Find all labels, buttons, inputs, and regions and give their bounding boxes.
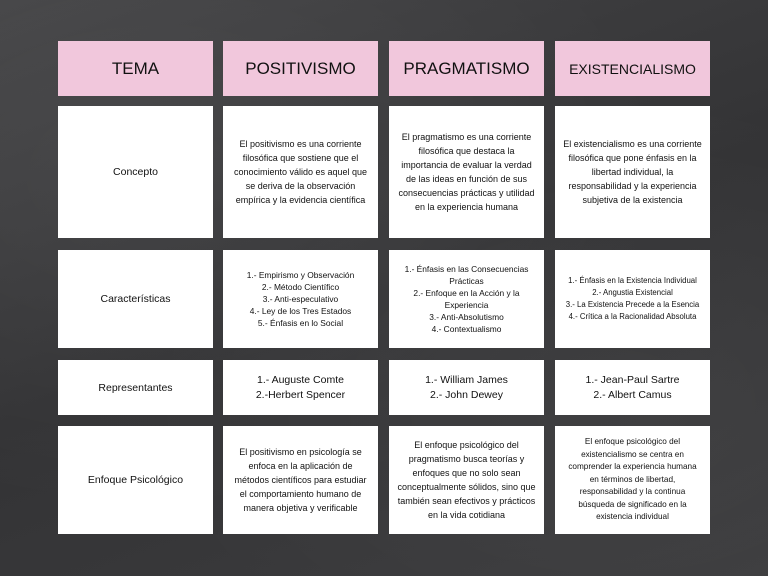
caracteristicas-pragmatismo: 1.- Énfasis en las Consecuencias Prácticas 2.- Enfoque en la Acción y la Experiencia 3.- Anti-Absolutismo 4.- Contextualismo	[389, 250, 544, 348]
enfoque-positivismo: El positivismo en psicología se enfoca en la aplicación de métodos científicos para estudiar el comportamiento humano de manera objetiva y verificable	[223, 426, 378, 534]
representantes-positivismo: 1.- Auguste Comte 2.-Herbert Spencer	[223, 360, 378, 415]
row-label-representantes: Representantes	[58, 360, 213, 415]
row-label-enfoque: Enfoque Psicológico	[58, 426, 213, 534]
concepto-pragmatismo: El pragmatismo es una corriente filosófica que destaca la importancia de evaluar la verdad de las ideas en función de sus consecuencias prácticas y utilidad en la experiencia humana	[389, 106, 544, 238]
concepto-existencialismo: El existencialismo es una corriente filosófica que pone énfasis en la libertad individual, la responsabilidad y la experiencia subjetiva de la existencia	[555, 106, 710, 238]
header-existencialismo: EXISTENCIALISMO	[555, 41, 710, 96]
representantes-existencialismo: 1.- Jean-Paul Sartre 2.- Albert Camus	[555, 360, 710, 415]
header-tema: TEMA	[58, 41, 213, 96]
representantes-pragmatismo: 1.- William James 2.- John Dewey	[389, 360, 544, 415]
enfoque-existencialismo: El enfoque psicológico del existencialismo se centra en comprender la experiencia humana en términos de libertad, responsabilidad y la continua búsqueda de significado en la existencia individual	[555, 426, 710, 534]
concepto-positivismo: El positivismo es una corriente filosófica que sostiene que el conocimiento válido es aquel que se deriva de la observación empírica y la evidencia científica	[223, 106, 378, 238]
header-pragmatismo: PRAGMATISMO	[389, 41, 544, 96]
caracteristicas-positivismo: 1.- Empirismo y Observación 2.- Método Científico 3.- Anti-especulativo 4.- Ley de los Tres Estados 5.- Énfasis en lo Social	[223, 250, 378, 348]
header-positivismo: POSITIVISMO	[223, 41, 378, 96]
row-label-concepto: Concepto	[58, 106, 213, 238]
row-label-caracteristicas: Características	[58, 250, 213, 348]
caracteristicas-existencialismo: 1.- Énfasis en la Existencia Individual 2.- Angustia Existencial 3.- La Existencia Precede a la Esencia 4.- Crítica a la Racionalidad Absoluta	[555, 250, 710, 348]
enfoque-pragmatismo: El enfoque psicológico del pragmatismo busca teorías y enfoques que no solo sean conceptualmente sólidos, sino que también sean efectivos y prácticos en la vida cotidiana	[389, 426, 544, 534]
